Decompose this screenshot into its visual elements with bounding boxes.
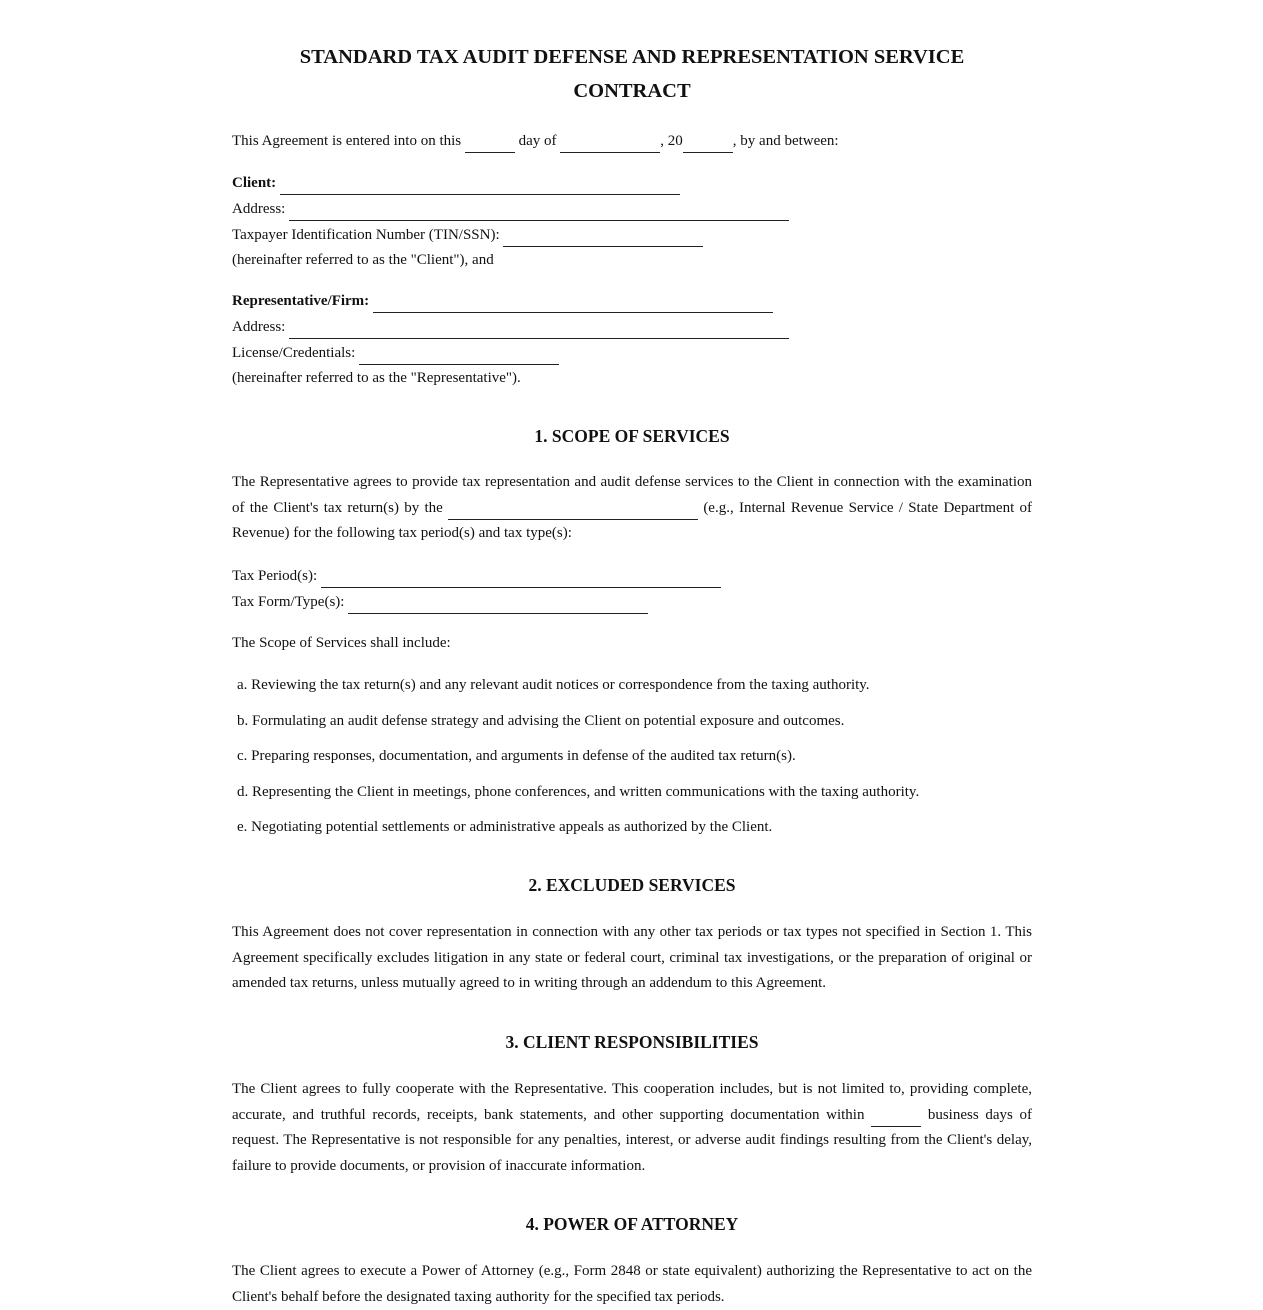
- client-tin-label: Taxpayer Identification Number (TIN/SSN):: [232, 227, 500, 243]
- client-tin-blank[interactable]: [503, 228, 703, 247]
- section-3-text-after: business days of request. The Representative is not responsible for any penalties, interest, or adverse audit findings resulting from the Client's delay, failure to provide documents, or provision of inaccurate information.: [232, 1106, 1033, 1174]
- agreement-date-line: [232, 128, 839, 154]
- section-4-paragraph: The Client agrees to execute a Power of Attorney (e.g., Form 2848 or state equivalent) authorizing the Representative to act on the Client's behalf before the designated taxing authority for the specified tax periods.: [232, 1263, 1032, 1305]
- representative-label: Representative/Firm:: [232, 293, 370, 309]
- representative-name-blank[interactable]: [373, 294, 773, 313]
- scope-item-c: c. Preparing responses, documentation, and arguments in defense of the audited tax return(s).: [237, 748, 796, 764]
- tax-form-label: Tax Form/Type(s):: [232, 594, 345, 610]
- client-tin-line: [232, 222, 703, 248]
- client-address-line: [232, 196, 789, 222]
- representative-license-label: License/Credentials:: [232, 345, 356, 361]
- section-3-paragraph: [232, 1077, 1032, 1179]
- client-name-line: [232, 170, 680, 196]
- client-address-label: Address:: [232, 201, 286, 217]
- section-3-heading: 3. CLIENT RESPONSIBILITIES: [505, 1032, 759, 1052]
- scope-intro-text: The Scope of Services shall include:: [232, 635, 451, 651]
- scope-item-e: e. Negotiating potential settlements or administrative appeals as authorized by the Client.: [237, 819, 773, 835]
- client-referred-text: (hereinafter referred to as the "Client"), and: [232, 252, 494, 268]
- section-1-heading: 1. SCOPE OF SERVICES: [534, 426, 730, 446]
- tax-period-label: Tax Period(s):: [232, 568, 318, 584]
- document-title: [232, 40, 1032, 108]
- section-3-text-before: The Client agrees to fully cooperate with the Representative. This cooperation includes, but is not limited to, providing complete, accurate, and truthful records, receipts, bank statements, and other supporting documentation within: [232, 1081, 1032, 1123]
- representative-address-blank[interactable]: [289, 320, 789, 339]
- representative-name-line: [232, 288, 773, 314]
- section-1-paragraph: [232, 470, 1032, 547]
- intro-text-2: day of: [518, 133, 557, 149]
- representative-referred-text: (hereinafter referred to as the "Representative").: [232, 370, 521, 386]
- section-4-heading: 4. POWER OF ATTORNEY: [525, 1214, 739, 1234]
- tax-period-blank[interactable]: [321, 569, 721, 588]
- taxing-authority-blank[interactable]: [448, 501, 698, 520]
- section-1-text-before: The Representative agrees to provide tax representation and audit defense services to the Client in connection with the examination of the Client's tax return(s) by the: [232, 474, 1032, 516]
- representative-address-line: [232, 314, 789, 340]
- tax-form-line: [232, 589, 648, 615]
- month-blank[interactable]: [560, 134, 660, 153]
- day-blank[interactable]: [465, 134, 515, 153]
- scope-item-a: a. Reviewing the tax return(s) and any relevant audit notices or correspondence from the taxing authority.: [237, 677, 870, 693]
- scope-item-b: b. Formulating an audit defense strategy and advising the Client on potential exposure and outcomes.: [237, 713, 845, 729]
- tax-period-line: [232, 563, 721, 589]
- representative-address-label: Address:: [232, 319, 286, 335]
- document-title-line-1: STANDARD TAX AUDIT DEFENSE AND REPRESENTATION SERVICE: [299, 46, 965, 68]
- client-name-blank[interactable]: [280, 176, 680, 195]
- tax-form-blank[interactable]: [348, 595, 648, 614]
- intro-text-1: This Agreement is entered into on this: [232, 133, 462, 149]
- scope-item-d: d. Representing the Client in meetings, phone conferences, and written communications with the taxing authority.: [237, 784, 920, 800]
- intro-text-3: , 20: [660, 133, 683, 149]
- representative-license-blank[interactable]: [359, 346, 559, 365]
- year-blank[interactable]: [683, 134, 733, 153]
- client-address-blank[interactable]: [289, 202, 789, 221]
- section-1-text-after: (e.g., Internal Revenue Service / State Department of Revenue) for the following tax period(s) and tax type(s):: [232, 499, 1032, 541]
- client-label: Client:: [232, 175, 277, 191]
- section-2-heading: 2. EXCLUDED SERVICES: [528, 875, 736, 895]
- document-title-line-2: CONTRACT: [573, 80, 691, 102]
- section-2-paragraph: This Agreement does not cover representation in connection with any other tax periods or tax types not specified in Section 1. This Agreement specifically excludes litigation in any state or federal court, criminal tax investigations, or the preparation of original or amended tax returns, unless mutually agreed to in writing through an addendum to this Agreement.: [232, 924, 1032, 991]
- representative-license-line: [232, 340, 559, 366]
- business-days-blank[interactable]: [871, 1108, 921, 1127]
- intro-text-4: , by and between:: [732, 133, 839, 149]
